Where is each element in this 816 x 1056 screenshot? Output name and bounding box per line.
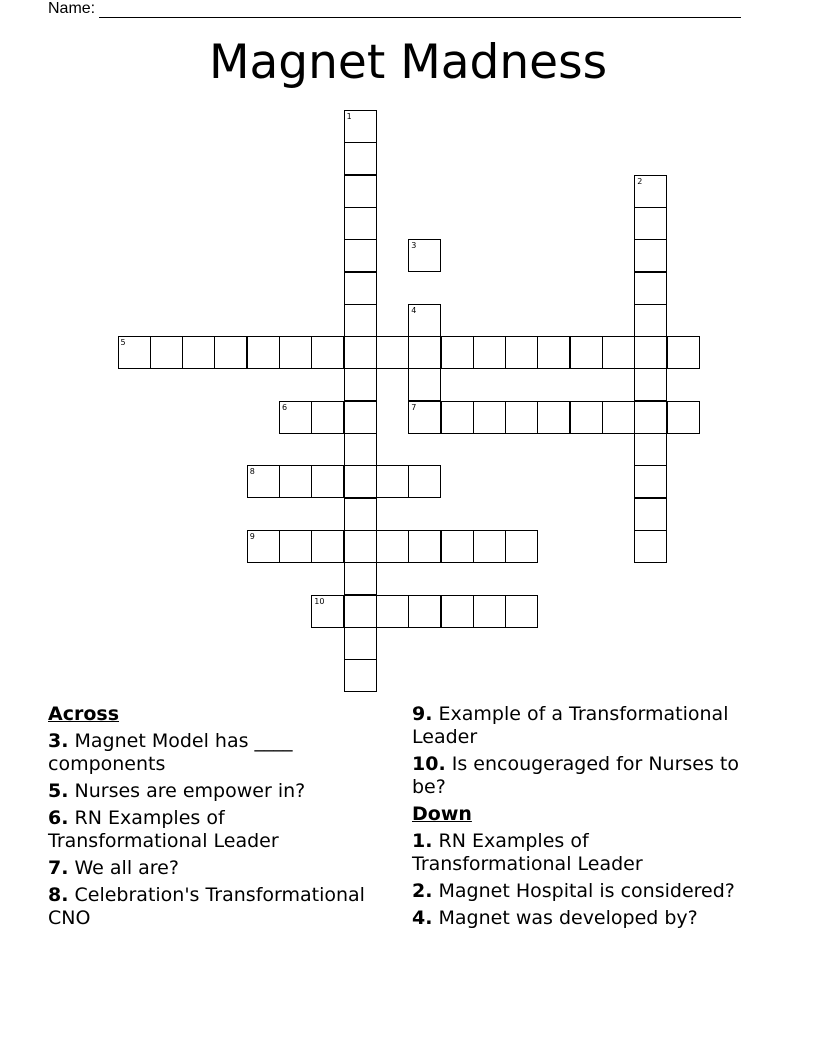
crossword-cell[interactable]: [408, 368, 441, 401]
down-heading: Down: [412, 803, 472, 825]
clues-column-right: [412, 703, 752, 934]
crossword-cell[interactable]: [311, 401, 344, 434]
cell-number: 5: [120, 338, 126, 348]
crossword-cell[interactable]: [441, 595, 474, 628]
crossword-cell[interactable]: [602, 401, 635, 434]
cell-number: 7: [411, 402, 417, 412]
crossword-cell[interactable]: [150, 336, 183, 369]
crossword-cell[interactable]: [344, 401, 377, 434]
clue-down-2: 2. Magnet Hospital is considered?: [412, 880, 735, 902]
crossword-cell[interactable]: [376, 595, 409, 628]
crossword-cell[interactable]: [311, 465, 344, 498]
name-blank-line[interactable]: [99, 3, 741, 18]
crossword-cell[interactable]: [505, 530, 538, 563]
crossword-cell[interactable]: [473, 595, 506, 628]
crossword-cell[interactable]: [408, 595, 441, 628]
crossword-cell[interactable]: [634, 175, 667, 208]
cell-number: 3: [411, 241, 417, 251]
cell-number: 1: [346, 112, 352, 121]
crossword-cell[interactable]: [634, 465, 667, 498]
crossword-cell[interactable]: [634, 368, 667, 401]
crossword-cell[interactable]: [247, 336, 280, 369]
crossword-cell[interactable]: [118, 336, 151, 369]
crossword-cell[interactable]: [344, 627, 377, 660]
crossword-cell[interactable]: [408, 401, 441, 434]
crossword-cell[interactable]: [537, 336, 570, 369]
crossword-cell[interactable]: [634, 207, 667, 240]
crossword-cell[interactable]: [311, 595, 344, 628]
crossword-cell[interactable]: [408, 304, 441, 337]
crossword-cell[interactable]: [344, 239, 377, 272]
clue-across-5: 5. Nurses are empower in?: [48, 780, 306, 802]
crossword-cell[interactable]: [634, 401, 667, 434]
crossword-cell[interactable]: [408, 336, 441, 369]
clue-across-10: 10. Is encougeraged for Nurses to be?: [412, 753, 739, 798]
crossword-cell[interactable]: [247, 530, 280, 563]
crossword-cell[interactable]: [344, 207, 377, 240]
crossword-cell[interactable]: [634, 239, 667, 272]
crossword-cell[interactable]: [311, 530, 344, 563]
crossword-cell[interactable]: [344, 433, 377, 466]
crossword-cell[interactable]: [311, 336, 344, 369]
crossword-cell[interactable]: [634, 498, 667, 531]
crossword-cell[interactable]: [376, 336, 409, 369]
page-title: Magnet Madness: [208, 35, 608, 90]
crossword-cell[interactable]: [441, 401, 474, 434]
crossword-cell[interactable]: [634, 336, 667, 369]
crossword-cell[interactable]: [667, 336, 700, 369]
crossword-cell[interactable]: [344, 272, 377, 305]
crossword-cell[interactable]: [344, 562, 377, 595]
crossword-cell[interactable]: [473, 530, 506, 563]
crossword-cell[interactable]: [505, 595, 538, 628]
crossword-cell[interactable]: [376, 465, 409, 498]
crossword-cell[interactable]: [344, 142, 377, 175]
crossword-cell[interactable]: [214, 336, 247, 369]
crossword-cell[interactable]: [344, 304, 377, 337]
crossword-cell[interactable]: [473, 401, 506, 434]
crossword-cell[interactable]: [473, 336, 506, 369]
cell-number: 4: [411, 305, 417, 315]
cell-number: 9: [249, 531, 255, 541]
crossword-cell[interactable]: [441, 336, 474, 369]
crossword-cell[interactable]: [344, 595, 377, 628]
clue-down-1: 1. RN Examples of Transformational Leader: [412, 830, 643, 875]
name-field: [48, 0, 741, 18]
crossword-cell[interactable]: [634, 433, 667, 466]
crossword-cell[interactable]: [408, 530, 441, 563]
crossword-cell[interactable]: [602, 336, 635, 369]
crossword-cell[interactable]: [570, 401, 603, 434]
cell-number: 6: [282, 402, 288, 412]
crossword-cell[interactable]: [570, 336, 603, 369]
clues-column-left: [48, 703, 388, 934]
crossword-cell[interactable]: [279, 401, 312, 434]
crossword-cell[interactable]: [634, 530, 667, 563]
across-heading: Across: [48, 703, 120, 725]
crossword-cell[interactable]: [279, 336, 312, 369]
crossword-cell[interactable]: [344, 498, 377, 531]
crossword-cell[interactable]: [344, 465, 377, 498]
crossword-cell[interactable]: [344, 110, 377, 143]
cell-number: 2: [637, 176, 643, 186]
crossword-cell[interactable]: [441, 530, 474, 563]
crossword-cell[interactable]: [279, 465, 312, 498]
crossword-cell[interactable]: [408, 239, 441, 272]
clue-across-9: 9. Example of a Transformational Leader: [412, 703, 729, 748]
crossword-cell[interactable]: [344, 336, 377, 369]
clue-across-3: 3. Magnet Model has ____ components: [48, 730, 293, 775]
crossword-cell[interactable]: [505, 336, 538, 369]
crossword-cell[interactable]: [634, 272, 667, 305]
crossword-cell[interactable]: [247, 465, 280, 498]
crossword-cell[interactable]: [344, 368, 377, 401]
crossword-cell[interactable]: [279, 530, 312, 563]
crossword-cell[interactable]: [505, 401, 538, 434]
crossword-cell[interactable]: [408, 465, 441, 498]
crossword-cell[interactable]: [182, 336, 215, 369]
crossword-cell[interactable]: [537, 401, 570, 434]
cell-number: 10: [314, 596, 325, 606]
clue-across-7: 7. We all are?: [48, 857, 179, 879]
crossword-cell[interactable]: [344, 659, 377, 692]
name-label: Name:: [48, 0, 96, 17]
crossword-cell[interactable]: [376, 530, 409, 563]
cell-number: 8: [249, 467, 255, 477]
clue-across-8: 8. Celebration's Transformational CNO: [48, 884, 365, 929]
crossword-cell[interactable]: [344, 530, 377, 563]
crossword-cell[interactable]: [667, 401, 700, 434]
clue-down-4: 4. Magnet was developed by?: [412, 907, 698, 929]
crossword-cell[interactable]: [634, 304, 667, 337]
clue-across-6: 6. RN Examples of Transformational Leader: [48, 807, 279, 852]
crossword-cell[interactable]: [344, 175, 377, 208]
